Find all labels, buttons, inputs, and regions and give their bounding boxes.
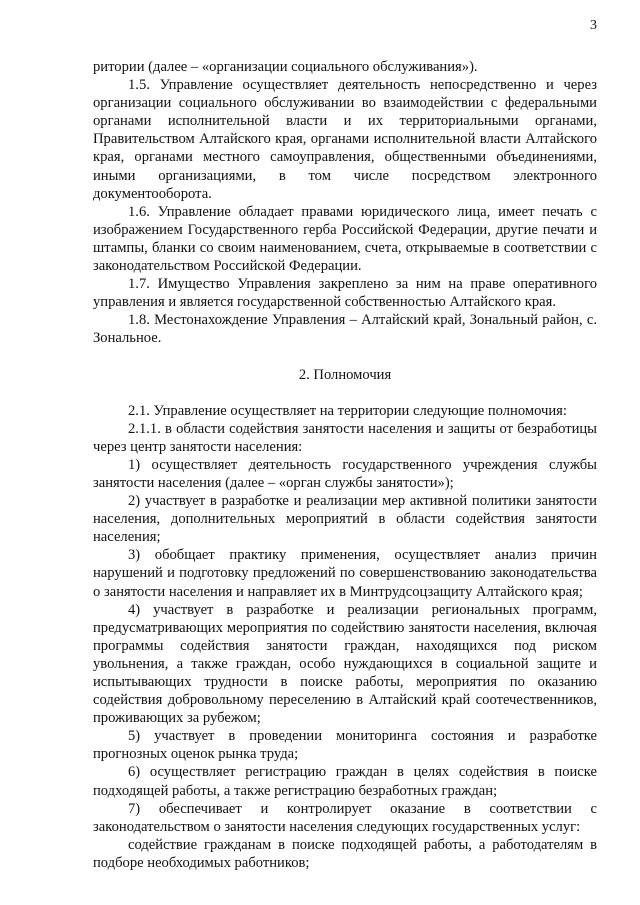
paragraph-1-6: 1.6. Управление обладает правами юридического лица, имеет печать с изображением Государственного герба Российской Федерации, другие печати и штампы, бланки со своим наименованием, счета, открываемые в соответствии с законодательством Российской Федерации. — [93, 203, 597, 275]
list-item-1: 1) осуществляет деятельность государственного учреждения службы занятости населения (далее – «орган службы занятости»); — [93, 456, 597, 491]
service-item: содействие гражданам в поиске подходящей работы, а работодателям в подборе необходимых работников; — [93, 836, 597, 871]
page-number: 3 — [590, 18, 597, 33]
paragraph-2-1-1: 2.1.1. в области содействия занятости населения и защиты от безработицы через центр занятости населения: — [93, 420, 597, 455]
list-item-2: 2) участвует в разработке и реализации мер активной политики занятости населения, дополнительных мероприятий в области содействия занятости населения; — [93, 493, 597, 546]
list-item-7: 7) обеспечивает и контролирует оказание в соответствии с законодательством о занятости населения следующих государственных услуг: — [93, 800, 597, 835]
list-item-3: 3) обобщает практику применения, осуществляет анализ причин нарушений и подготовку предложений по совершенствованию законодательства о занятости населения и направляет их в Минтрудсоцзащиту Алтайского края; — [93, 547, 597, 600]
list-item-4: 4) участвует в разработке и реализации региональных программ, предусматривающих мероприятия по содействию занятости населения, включая программы содействия занятости граждан, находящихся под риском увольнения, а также граждан, особо нуждающихся в социальной защите и испытывающих трудности в поиске работы, мероприятия по оказанию содействия добровольному переселению в Алтайский край соотечественников, проживающих за рубежом; — [93, 601, 597, 727]
section-heading: 2. Полномочия — [298, 366, 392, 383]
document-body — [93, 58, 597, 872]
list-item-5: 5) участвует в проведении мониторинга состояния и разработке прогнозных оценок рынка труда; — [93, 728, 597, 763]
paragraph-1-7: 1.7. Имущество Управления закреплено за ним на праве оперативного управления и является государственной собственностью Алтайского края. — [93, 276, 597, 311]
list-item-6: 6) осуществляет регистрацию граждан в целях содействия в поиске подходящей работы, а также регистрацию безработных граждан; — [93, 764, 597, 799]
paragraph-2-1: 2.1. Управление осуществляет на территории следующие полномочия: — [128, 402, 567, 419]
paragraph-continuation: ритории (далее – «организации социального обслуживания»). — [93, 59, 478, 75]
paragraph-1-5: 1.5. Управление осуществляет деятельность непосредственно и через организации социального обслуживании во взаимодействии с федеральными органами исполнительной власти и их территориальными органами, Правительством Алтайского края, органами исполнительной власти Алтайского края, органами местного самоуправления, общественными объединениями, иными организациями, в том числе посредством электронного документооборота. — [93, 77, 597, 202]
paragraph-1-8: 1.8. Местонахождение Управления – Алтайский край, Зональный район, с. Зональное. — [93, 312, 597, 347]
